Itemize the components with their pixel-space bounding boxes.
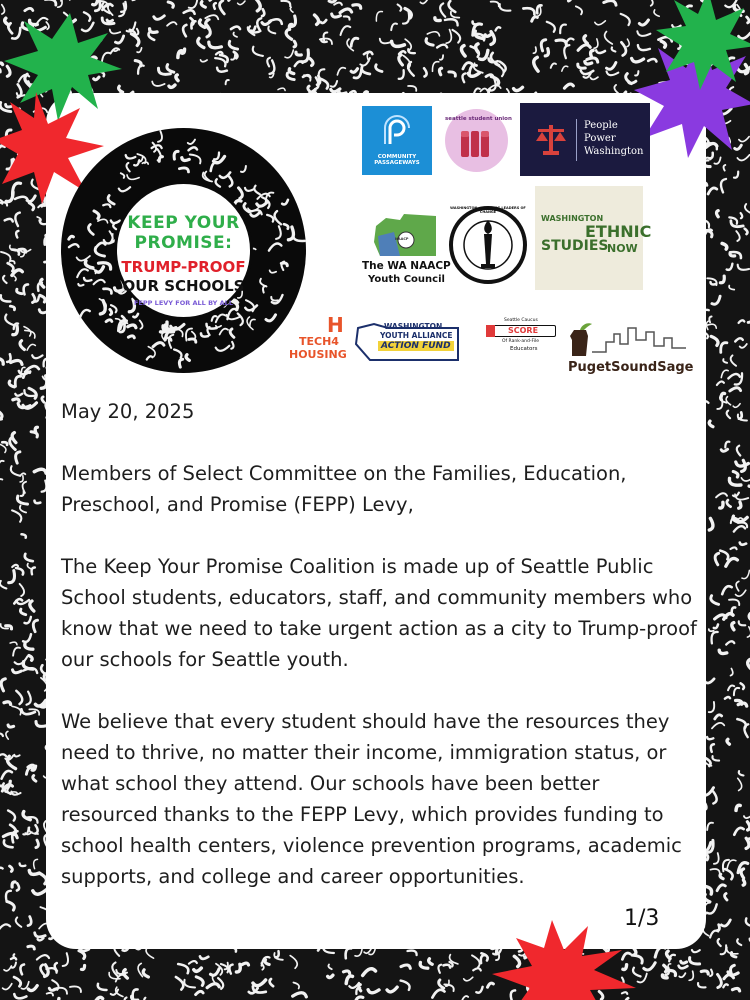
naacp-seal-label: NAACP — [395, 237, 409, 241]
badge-line-1: KEEP YOUR — [127, 213, 240, 233]
green-star-top-right — [660, 0, 750, 90]
ethnic-studies-line-1: WASHINGTON — [541, 214, 604, 223]
building-leaders-label: WASHINGTON · BUILDING LEADERS OF CHANGE — [450, 206, 526, 214]
naacp-line-1: The WA NAACP — [362, 260, 451, 272]
seattle-caucus-score-logo — [482, 318, 560, 358]
tech4housing-h-mark: H — [327, 313, 344, 337]
people-power-line-2: Power — [584, 133, 616, 144]
score-line-3: Of Rank-and-File — [502, 339, 540, 344]
washington-state-icon — [370, 212, 440, 258]
ethnic-studies-line-4: NOW — [607, 242, 638, 255]
ethnic-studies-line-3: STUDIES — [541, 238, 609, 254]
community-passageways-label: COMMUNITY PASSAGEWAYS — [374, 154, 420, 166]
score-line-4: Educators — [510, 346, 538, 352]
letter-salutation: Members of Select Committee on the Families, Education, Preschool, and Promise (FEPP) Levy, — [61, 462, 627, 516]
naacp-line-2: Youth Council — [368, 274, 445, 285]
raised-fists-icon — [457, 127, 497, 161]
letter-body — [61, 396, 701, 923]
people-power-divider — [576, 119, 577, 161]
tech4housing-line-1: TECH4 — [299, 335, 339, 348]
letter-paragraph-2: We believe that every student should have the resources they need to thrive, no matter their income, immigration status, or what school they attend. Our schools have been better resourced thanks to the FEPP Levy, which provides funding to school health centers, violence prevention programs, academic supports, and college and career opportunities. — [61, 710, 682, 888]
community-passageways-logo — [362, 106, 432, 175]
puget-sound-sage-label: PugetSoundSage — [568, 360, 694, 375]
letter-date: May 20, 2025 — [61, 400, 195, 423]
tech4housing-line-2: HOUSING — [289, 348, 347, 361]
washington-ethnic-studies-now-logo — [535, 186, 652, 290]
wa-naacp-youth-council-logo — [360, 212, 451, 288]
tech4housing-logo — [287, 313, 349, 365]
puget-sound-sage-logo — [566, 322, 692, 378]
badge-line-2: PROMISE: — [134, 233, 233, 253]
score-line-2: SCORE — [508, 326, 539, 335]
people-power-line-3: Washington — [584, 146, 644, 157]
badge-center — [114, 181, 253, 320]
community-passageways-icon — [382, 118, 412, 148]
building-leaders-of-change-logo — [448, 204, 528, 286]
scales-icon — [534, 121, 568, 157]
page-number: 1/3 — [624, 906, 660, 931]
people-power-washington-logo — [520, 103, 650, 176]
badge-line-4: OUR SCHOOLS — [122, 277, 245, 295]
youth-alliance-line-1: WASHINGTON — [384, 322, 443, 331]
seattle-student-union-logo — [445, 109, 512, 172]
youth-alliance-line-3: ACTION FUND — [378, 341, 454, 351]
people-power-line-1: People — [584, 120, 618, 131]
badge-tagline: FEPP LEVY FOR ALL BY ALL — [134, 299, 233, 307]
ethnic-studies-line-2: ETHNIC — [585, 222, 652, 241]
keep-your-promise-badge — [61, 128, 306, 373]
torch-seal-icon — [448, 204, 528, 286]
score-pencil-eraser — [486, 325, 495, 337]
washington-youth-alliance-logo — [354, 316, 464, 364]
youth-alliance-line-2: YOUTH ALLIANCE — [380, 331, 453, 340]
fist-skyline-icon — [566, 322, 692, 358]
badge-line-3: TRUMP-PROOF — [121, 258, 246, 276]
score-line-1: Seattle Caucus — [504, 318, 538, 323]
seattle-student-union-label: seattle student union — [445, 116, 512, 122]
red-star-bottom — [490, 912, 640, 1000]
letter-paragraph-1: The Keep Your Promise Coalition is made up of Seattle Public School students, educators, staff, and community members who know that we need to take urgent action as a city to Trump-proof our schools for Seattle youth. — [61, 555, 697, 671]
